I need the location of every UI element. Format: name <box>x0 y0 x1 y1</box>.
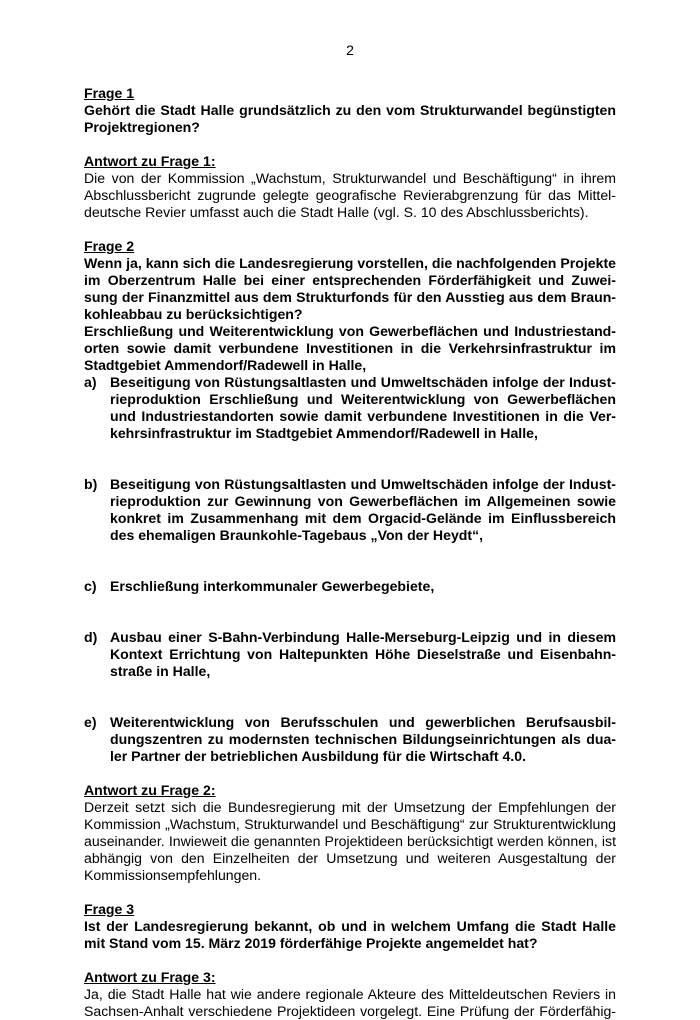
antwort-1-section <box>84 153 616 221</box>
item-line: Weiterentwicklung von Berufsschulen und gewerblichen Berufsausbil- <box>110 714 616 730</box>
item-line: konkret im Zusammenhang mit dem Orgacid-Gelände im Einflussbereich <box>110 510 616 526</box>
item-line: kehrsinfrastruktur im Stadtgebiet Ammendorf/Radewell in Halle, <box>110 425 538 441</box>
frage-2-item-b <box>84 476 616 544</box>
item-line: dungszentren zu modernsten technischen Bildungseinrichtungen als dua- <box>110 731 616 747</box>
antwort-3-section <box>84 969 616 1020</box>
item-line: ler Partner der betrieblichen Ausbildung für die Wirtschaft 4.0. <box>110 748 526 764</box>
frage-2-question-line: Wenn ja, kann sich die Landesregierung vorstellen, die nachfolgenden Projekte <box>84 255 616 271</box>
antwort-2-section <box>84 782 616 884</box>
frage-2-question-line: orten sowie damit verbundene Investitionen in die Verkehrsinfrastruktur im <box>84 340 616 356</box>
frage-2-question-line: sung der Finanzmittel aus dem Strukturfonds für den Ausstieg aus dem Braun- <box>84 289 616 305</box>
frage-1-question-line: Gehört die Stadt Halle grundsätzlich zu den vom Strukturwandel begünstigten <box>84 102 616 118</box>
frage-2-question-line: Stadtgebiet Ammendorf/Radewell in Halle, <box>84 357 367 373</box>
antwort-2-text-line: Kommission „Wachstum, Strukturwandel und Beschäftigung“ zur Strukturentwicklung <box>84 816 616 832</box>
frage-3-heading: Frage 3 <box>84 901 135 917</box>
frage-1-section <box>84 85 616 136</box>
antwort-1-heading: Antwort zu Frage 1: <box>84 153 216 169</box>
frage-3-section <box>84 901 616 952</box>
item-line: rieproduktion Erschließung und Weiterentwicklung von Gewerbeflächen <box>110 391 616 407</box>
item-line: Erschließung interkommunaler Gewerbegebiete, <box>110 578 435 594</box>
item-label: a) <box>84 374 97 390</box>
frage-3-question-line: mit Stand vom 15. März 2019 förderfähige Projekte angemeldet hat? <box>84 935 538 951</box>
item-line: und Industriestandorten sowie damit verbundene Investitionen in die Ver- <box>110 408 616 424</box>
antwort-1-text-line: deutsche Revier umfasst auch die Stadt Halle (vgl. S. 10 des Abschlussberichts). <box>84 204 589 220</box>
frage-2-item-c <box>84 578 616 595</box>
antwort-2-text-line: Kommissionsempfehlungen. <box>84 867 262 883</box>
antwort-3-heading: Antwort zu Frage 3: <box>84 969 216 985</box>
antwort-2-heading: Antwort zu Frage 2: <box>84 782 216 798</box>
item-line: rieproduktion zur Gewinnung von Gewerbeflächen im Allgemeinen sowie <box>110 493 616 509</box>
antwort-2-text-line: abhängig von den Einzelheiten der Umsetzung und weiteren Ausgestaltung der <box>84 850 616 866</box>
antwort-2-text-line: auseinander. Inwieweit die genannten Projektideen berücksichtigt werden können, ist <box>84 833 616 849</box>
antwort-1-text-line: Die von der Kommission „Wachstum, Strukturwandel und Beschäftigung“ in ihrem <box>84 170 616 186</box>
item-line: des ehemaligen Braunkohle-Tagebaus „Von der Heydt“, <box>110 527 484 543</box>
document-body <box>84 85 616 1020</box>
item-line: straße in Halle, <box>110 663 211 679</box>
frage-1-question-line: Projektregionen? <box>84 119 200 135</box>
frage-2-item-a <box>84 374 616 442</box>
frage-2-question-line: im Oberzentrum Halle bei einer entsprechenden Förderfähigkeit und Zuwei- <box>84 272 616 288</box>
frage-2-heading: Frage 2 <box>84 238 135 254</box>
frage-2-section <box>84 238 616 765</box>
frage-2-question-line: Erschließung und Weiterentwicklung von Gewerbeflächen und Industriestand- <box>84 323 616 339</box>
item-line: Kontext Errichtung von Haltepunkten Höhe Dieselstraße und Eisenbahn- <box>110 646 616 662</box>
frage-2-item-d <box>84 629 616 680</box>
antwort-2-text-line: Derzeit setzt sich die Bundesregierung mit der Umsetzung der Empfehlungen der <box>84 799 616 815</box>
frage-2-question-line: kohleabbau zu berücksichtigen? <box>84 306 303 322</box>
item-line: Beseitigung von Rüstungsaltlasten und Umweltschäden infolge der Indust- <box>110 374 616 390</box>
item-line: Beseitigung von Rüstungsaltlasten und Umweltschäden infolge der Indust- <box>110 476 616 492</box>
antwort-3-text-line: Ja, die Stadt Halle hat wie andere regionale Akteure des Mitteldeutschen Reviers in <box>84 986 616 1002</box>
item-label: c) <box>84 578 97 594</box>
frage-3-question-line: Ist der Landesregierung bekannt, ob und in welchem Umfang die Stadt Halle <box>84 918 616 934</box>
item-label: b) <box>84 476 98 492</box>
antwort-1-text-line: Abschlussbericht zugrunde gelegte geografische Revierabgrenzung für das Mittel- <box>84 187 616 203</box>
antwort-3-text-line: Sachsen-Anhalt verschiedene Projektideen vorgelegt. Eine Prüfung der Förderfähig- <box>84 1003 616 1019</box>
item-label: e) <box>84 714 97 730</box>
frage-2-item-e <box>84 714 616 765</box>
item-line: Ausbau einer S-Bahn-Verbindung Halle-Merseburg-Leipzig und in diesem <box>110 629 616 645</box>
page-number: 2 <box>346 42 354 58</box>
item-label: d) <box>84 629 98 645</box>
frage-1-heading: Frage 1 <box>84 85 135 101</box>
